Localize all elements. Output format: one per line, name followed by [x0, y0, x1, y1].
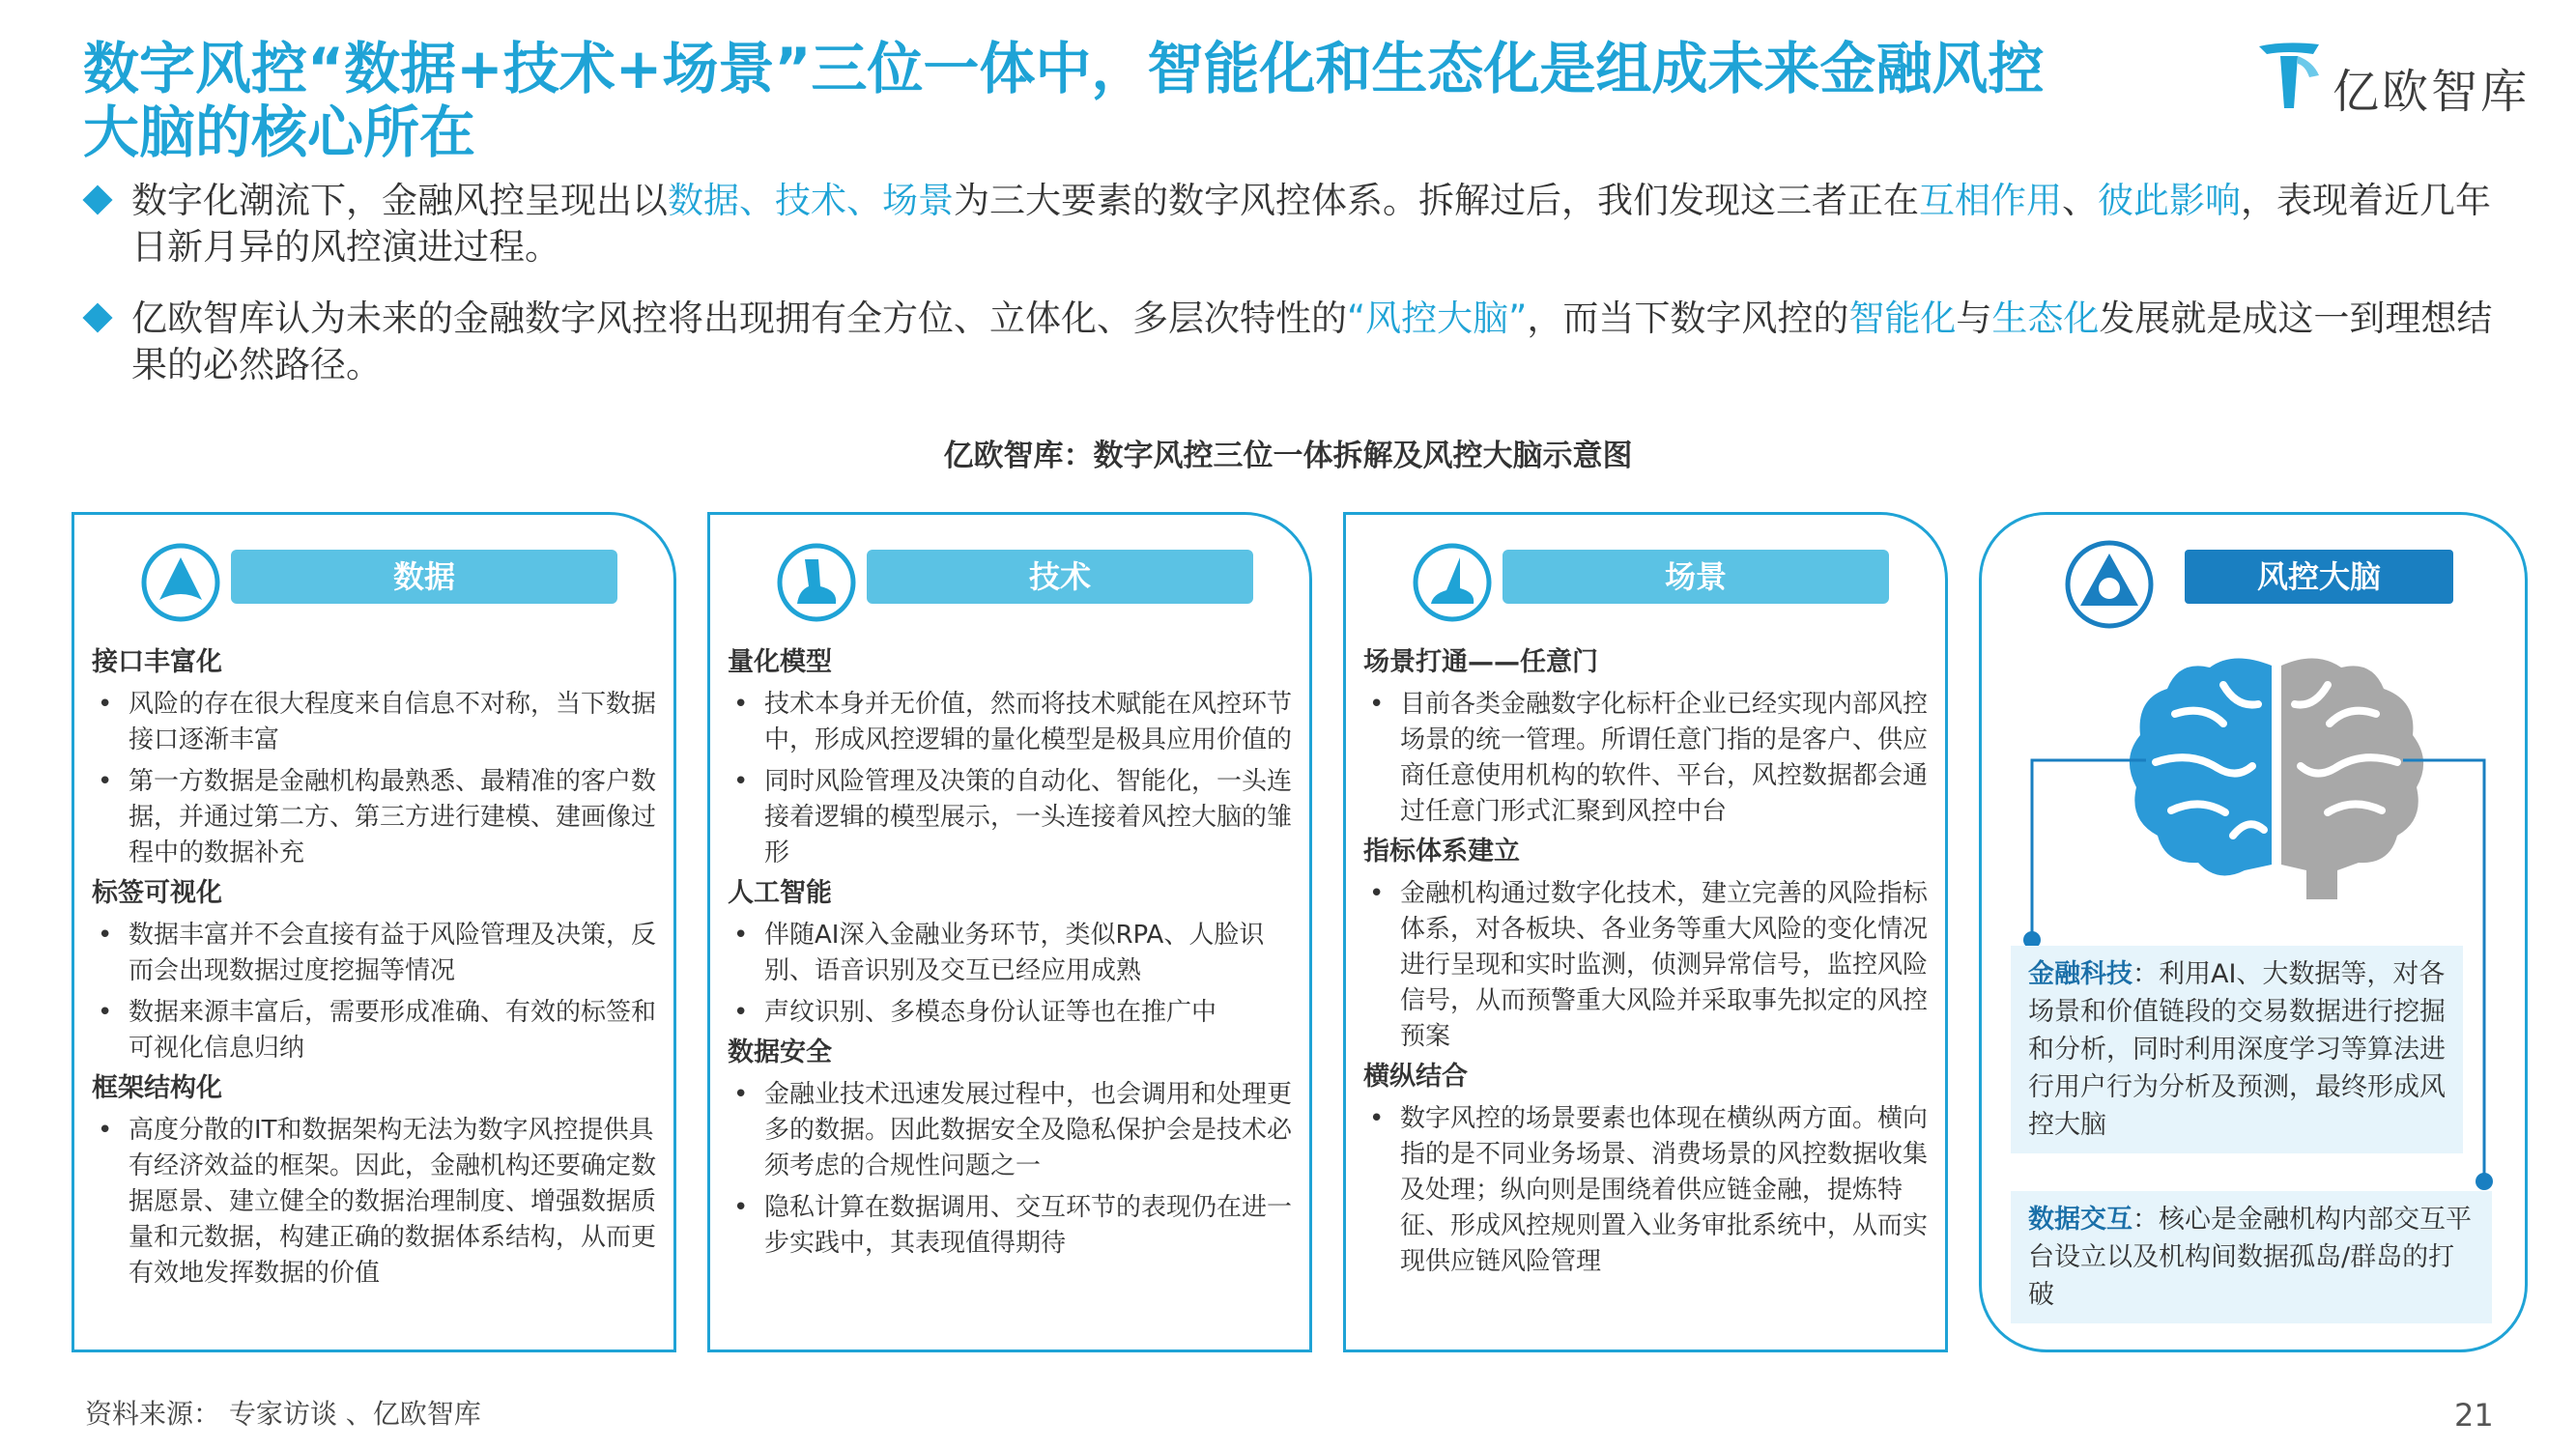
card-data — [72, 512, 676, 1352]
card-data-label: 数据 — [231, 550, 617, 604]
scene-icon — [1412, 542, 1493, 623]
brand-logo — [2255, 37, 2545, 118]
logo-mark-icon — [2255, 37, 2323, 114]
section-list — [728, 687, 1298, 871]
section-list — [1363, 876, 1933, 1055]
page-title — [83, 37, 2257, 164]
section-list — [92, 687, 662, 871]
list-item: • 数据丰富并不会直接有益于风险管理及决策，反而会出现数据过度挖掘等情况 — [92, 918, 662, 989]
fintech-info-box — [2011, 946, 2463, 1153]
card-data-body — [92, 642, 662, 1297]
source-note: 资料来源： 专家访谈 、亿欧智库 — [85, 1398, 481, 1430]
section-heading: 横纵结合 — [1363, 1062, 1468, 1092]
list-item: • 隐私计算在数据调用、交互环节的表现仍在进一步实践中，其表现值得期待 — [728, 1190, 1298, 1262]
list-item: • 目前各类金融数字化标杆企业已经实现内部风控场景的统一管理。所谓任意门指的是客户、供应商任意使用机构的软件、平台，风控数据都会通过任意门形式汇聚到风控中台 — [1363, 687, 1933, 830]
title-line-2: 大脑的核心所在 — [83, 99, 476, 165]
section-list — [728, 918, 1298, 1031]
card-tech — [707, 512, 1312, 1352]
section-heading: 指标体系建立 — [1363, 837, 1520, 867]
card-scene-body — [1363, 642, 1933, 1286]
list-item: • 数字风控的场景要素也体现在横纵两方面。横向指的是不同业务场景、消费场景的风控数据收集及处理；纵向则是围绕着供应链金融，提炼特征、形成风控规则置入业务审批系统中，从而实现供应链风险管理 — [1363, 1101, 1933, 1280]
card-scene — [1343, 512, 1948, 1352]
card-brain-label: 风控大脑 — [2185, 550, 2453, 604]
data-exchange-info-box — [2011, 1191, 2492, 1323]
list-item: • 第一方数据是金融机构最熟悉、最精准的客户数据，并通过第二方、第三方进行建模、建画像过程中的数据补充 — [92, 764, 662, 871]
intro-bullet-2 — [87, 296, 2503, 388]
list-item: • 风险的存在很大程度来自信息不对称，当下数据接口逐渐丰富 — [92, 687, 662, 758]
page-number: 21 — [2454, 1397, 2494, 1434]
list-item: • 金融机构通过数字化技术，建立完善的风险指标体系，对各板块、各业务等重大风险的变化情况进行呈现和实时监测，侦测异常信号，监控风险信号，从而预警重大风险并采取事先拟定的风控预案 — [1363, 876, 1933, 1055]
section-list — [92, 1113, 662, 1292]
fintech-text: ：利用AI、大数据等，对各场景和价值链段的交易数据进行挖掘和分析，同时利用深度学习等算法进行用户行为分析及预测，最终形成风控大脑 — [2028, 959, 2446, 1140]
intro-bullet-1-text: 数字化潮流下，金融风控呈现出以数据、技术、场景为三大要素的数字风控体系。拆解过后，我们发现这三者正在互相作用、彼此影响，表现着近几年日新月异的风控演进过程。 — [131, 180, 2491, 268]
list-item: • 数据来源丰富后，需要形成准确、有效的标签和可视化信息归纳 — [92, 995, 662, 1066]
card-scene-label: 场景 — [1503, 550, 1889, 604]
section-heading: 框架结构化 — [92, 1073, 222, 1103]
section-list — [1363, 687, 1933, 830]
section-list — [1363, 1101, 1933, 1280]
section-list — [92, 918, 662, 1066]
section-heading: 场景打通——任意门 — [1363, 647, 1598, 677]
data-exchange-text: ：核心是金融机构内部交互平台设立以及机构间数据孤岛/群岛的打破 — [2028, 1205, 2472, 1310]
list-item: • 声纹识别、多模态身份认证等也在推广中 — [728, 995, 1298, 1031]
logo-text: 亿欧智库 — [2333, 65, 2531, 119]
section-heading: 数据安全 — [728, 1037, 832, 1067]
list-item: • 金融业技术迅速发展过程中，也会调用和处理更多的数据。因此数据安全及隐私保护会是技术必须考虑的合规性问题之一 — [728, 1077, 1298, 1184]
diamond-bullet-icon — [82, 185, 112, 214]
card-tech-label: 技术 — [867, 550, 1253, 604]
section-list — [728, 1077, 1298, 1262]
diamond-bullet-icon — [82, 302, 112, 332]
list-item: • 同时风险管理及决策的自动化、智能化，一头连接着逻辑的模型展示，一头连接着风控大脑的雏形 — [728, 764, 1298, 871]
tech-icon — [776, 542, 857, 623]
section-heading: 量化模型 — [728, 647, 832, 677]
list-item: • 技术本身并无价值，然而将技术赋能在风控环节中，形成风控逻辑的量化模型是极具应用价值的 — [728, 687, 1298, 758]
title-line-1: 数字风控“数据+技术+场景”三位一体中，智能化和生态化是组成未来金融风控 — [83, 36, 2045, 101]
list-item: • 高度分散的IT和数据架构无法为数字风控提供具有经济效益的框架。因此，金融机构还要确定数据愿景、建立健全的数据治理制度、增强数据质量和元数据，构建正确的数据体系结构，从而更有效地发挥数据的价值 — [92, 1113, 662, 1292]
list-item: • 伴随AI深入金融业务环节，类似RPA、人脸识别、语音识别及交互已经应用成熟 — [728, 918, 1298, 989]
intro-bullet-2-text: 亿欧智库认为未来的金融数字风控将出现拥有全方位、立体化、多层次特性的“风控大脑”，而当下数字风控的智能化与生态化发展就是成这一到理想结果的必然路径。 — [131, 298, 2493, 385]
section-heading: 人工智能 — [728, 878, 832, 908]
intro-bullet-1 — [87, 178, 2503, 270]
data-icon — [140, 542, 221, 623]
card-tech-body — [728, 642, 1298, 1267]
section-heading: 接口丰富化 — [92, 647, 222, 677]
diagram-title: 亿欧智库：数字风控三位一体拆解及风控大脑示意图 — [943, 439, 1633, 473]
card-brain — [1979, 512, 2528, 1352]
fintech-title: 金融科技 — [2028, 959, 2132, 989]
data-exchange-title: 数据交互 — [2028, 1205, 2132, 1235]
section-heading: 标签可视化 — [92, 878, 222, 908]
